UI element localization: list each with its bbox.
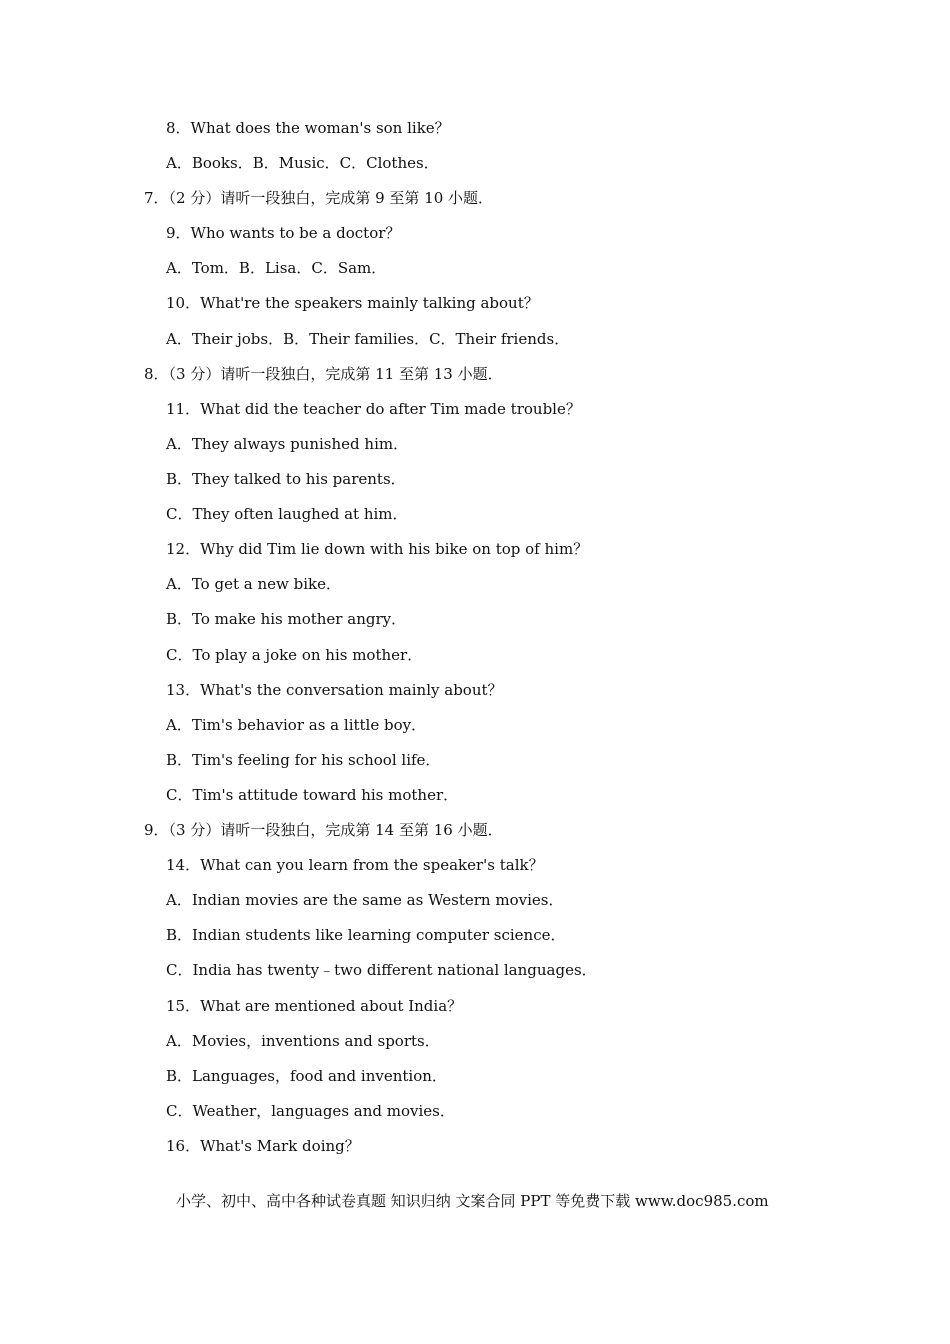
- question-15-option-b: B．Languages，food and invention．: [166, 1067, 447, 1085]
- question-12-option-b: B．To make his mother angry．: [166, 610, 407, 628]
- question-13-option-a: A．Tim's behavior as a little boy．: [166, 716, 427, 734]
- question-11-option-a: A．They always punished him．: [166, 435, 409, 453]
- question-13-option-c: C．Tim's attitude toward his mother．: [166, 786, 459, 804]
- question-12-option-a: A．To get a new bike．: [166, 575, 341, 593]
- question-8: 8．What does the woman's son like？: [166, 119, 450, 137]
- question-12-option-c: C．To play a joke on his mother．: [166, 646, 423, 664]
- question-14-option-c: C．India has twenty﹣two different national languages．: [166, 961, 597, 979]
- question-10: 10．What're the speakers mainly talking about？: [166, 294, 539, 312]
- question-11-option-b: B．They talked to his parents．: [166, 470, 406, 488]
- question-13-option-b: B．Tim's feeling for his school life．: [166, 751, 441, 769]
- question-8-options: A．Books．B．Music．C．Clothes．: [166, 154, 439, 172]
- question-13: 13．What's the conversation mainly about？: [166, 681, 503, 699]
- question-14-option-a: A．Indian movies are the same as Western movies．: [166, 891, 564, 909]
- question-11: 11．What did the teacher do after Tim made trouble？: [166, 400, 581, 418]
- question-12: 12．Why did Tim lie down with his bike on top of him？: [166, 540, 589, 558]
- question-9-options: A．Tom．B．Lisa．C．Sam．: [166, 259, 387, 277]
- section-7-heading: 7．（2 分）请听一段独白，完成第 9 至第 10 小题．: [144, 189, 494, 207]
- question-15: 15．What are mentioned about India？: [166, 997, 463, 1015]
- question-14: 14．What can you learn from the speaker's talk？: [166, 856, 544, 874]
- page-footer: 小学、初中、高中各种试卷真题 知识归纳 文案合同 PPT 等免费下载 www.doc985.com: [176, 1192, 769, 1210]
- section-9-heading: 9．（3 分）请听一段独白，完成第 14 至第 16 小题．: [144, 821, 503, 839]
- question-16: 16．What's Mark doing？: [166, 1137, 360, 1155]
- question-15-option-c: C．Weather，languages and movies．: [166, 1102, 455, 1120]
- question-14-option-b: B．Indian students like learning computer science．: [166, 926, 566, 944]
- question-11-option-c: C．They often laughed at him．: [166, 505, 408, 523]
- section-8-heading: 8．（3 分）请听一段独白，完成第 11 至第 13 小题．: [144, 365, 503, 383]
- question-15-option-a: A．Movies，inventions and sports．: [166, 1032, 440, 1050]
- question-10-options: A．Their jobs．B．Their families．C．Their friends．: [166, 330, 570, 348]
- question-9: 9．Who wants to be a doctor？: [166, 224, 401, 242]
